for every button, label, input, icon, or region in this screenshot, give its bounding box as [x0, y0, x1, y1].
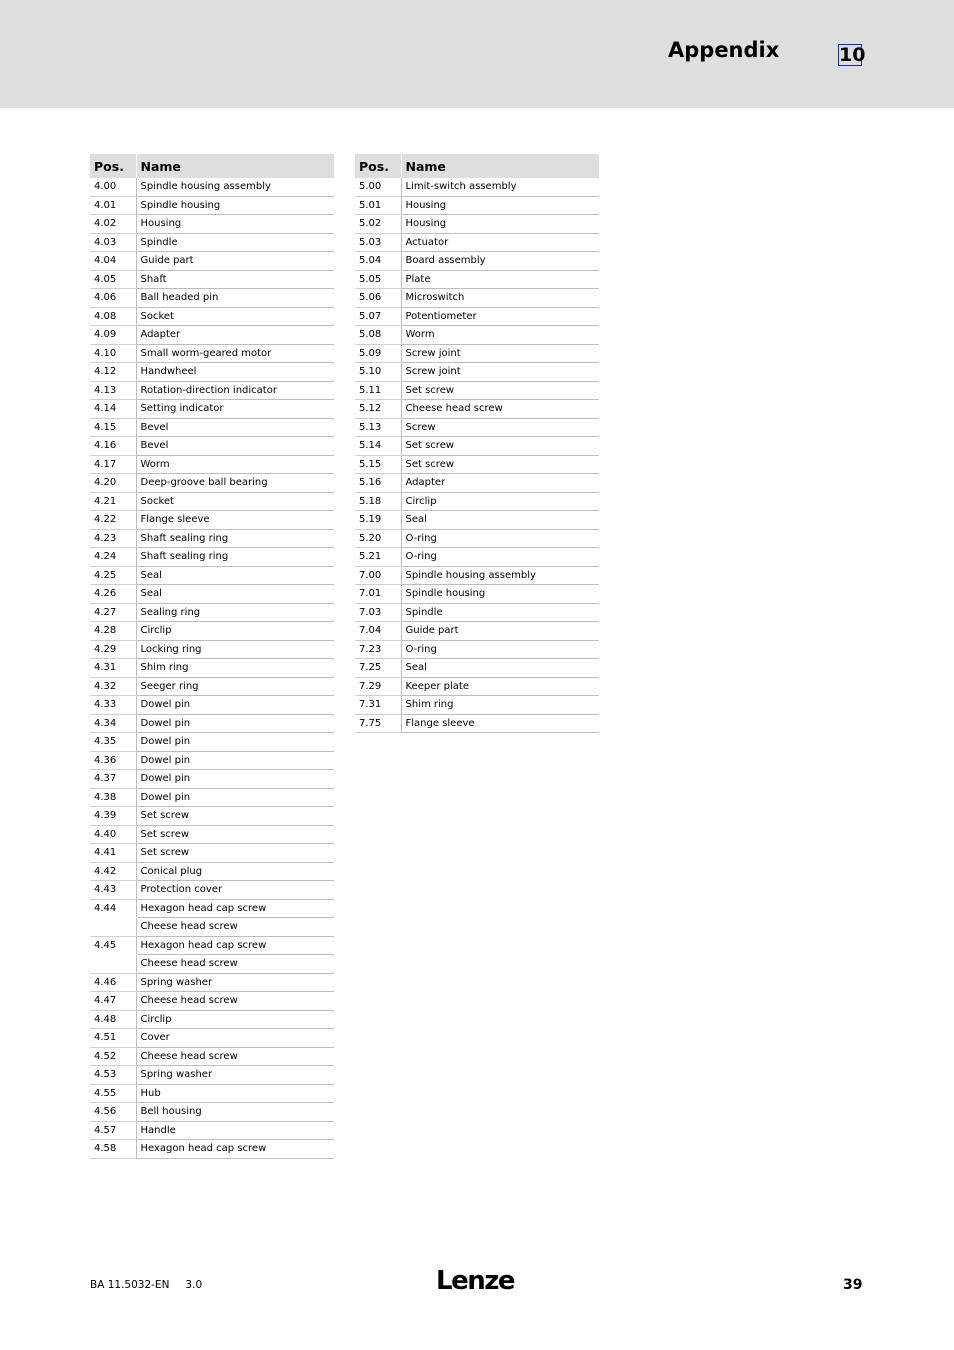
- table-row: [355, 400, 599, 419]
- part-name: Actuator: [401, 233, 599, 252]
- part-position: 5.13: [355, 418, 401, 437]
- part-name: Cheese head screw: [136, 918, 334, 937]
- table-row: [355, 474, 599, 493]
- page-number: 39: [843, 1277, 863, 1293]
- table-row: [355, 566, 599, 585]
- part-position: 5.21: [355, 548, 401, 567]
- part-position: 4.41: [90, 844, 136, 863]
- part-name: Set screw: [136, 807, 334, 826]
- column-header-pos: Pos.: [355, 154, 401, 178]
- section-title: Appendix: [668, 38, 780, 62]
- table-row: [355, 548, 599, 567]
- part-name: Socket: [136, 492, 334, 511]
- table-row: [355, 696, 599, 715]
- part-position: 4.33: [90, 696, 136, 715]
- part-position: 4.15: [90, 418, 136, 437]
- table-row: [90, 381, 334, 400]
- part-position: 4.23: [90, 529, 136, 548]
- part-name: Housing: [136, 215, 334, 234]
- table-row: [90, 326, 334, 345]
- part-position: 4.45: [90, 936, 136, 955]
- table-row: [90, 437, 334, 456]
- part-name: Socket: [136, 307, 334, 326]
- column-header-name: Name: [401, 154, 599, 178]
- part-name: Guide part: [401, 622, 599, 641]
- part-position: 4.06: [90, 289, 136, 308]
- part-name: Flange sleeve: [401, 714, 599, 733]
- part-position: 7.75: [355, 714, 401, 733]
- part-name: Spindle: [401, 603, 599, 622]
- part-position: 4.38: [90, 788, 136, 807]
- part-position: 5.18: [355, 492, 401, 511]
- part-name: Spindle housing assembly: [401, 566, 599, 585]
- table-row: [355, 381, 599, 400]
- table-row: [90, 511, 334, 530]
- part-position: 4.47: [90, 992, 136, 1011]
- table-row: [355, 455, 599, 474]
- part-position: 4.14: [90, 400, 136, 419]
- part-position: 5.09: [355, 344, 401, 363]
- part-position: [90, 918, 136, 937]
- part-position: 4.27: [90, 603, 136, 622]
- table-row: [355, 492, 599, 511]
- part-name: Spindle housing assembly: [136, 178, 334, 196]
- chapter-number-link[interactable]: 10: [839, 44, 866, 66]
- table-row: [90, 196, 334, 215]
- part-name: Circlip: [136, 622, 334, 641]
- table-row: [90, 363, 334, 382]
- part-name: Cheese head screw: [401, 400, 599, 419]
- column-header-pos: Pos.: [90, 154, 136, 178]
- part-name: Screw joint: [401, 363, 599, 382]
- part-position: 5.12: [355, 400, 401, 419]
- part-name: Seal: [136, 566, 334, 585]
- part-position: 5.02: [355, 215, 401, 234]
- part-name: Board assembly: [401, 252, 599, 271]
- table-row: [355, 603, 599, 622]
- table-row: [90, 788, 334, 807]
- part-position: 4.46: [90, 973, 136, 992]
- table-row: [90, 1010, 334, 1029]
- lenze-logo-text: Lenze: [436, 1266, 514, 1296]
- table-row: [90, 881, 334, 900]
- part-position: 4.57: [90, 1121, 136, 1140]
- table-row: [355, 233, 599, 252]
- part-position: 4.09: [90, 326, 136, 345]
- part-name: Hexagon head cap screw: [136, 936, 334, 955]
- part-name: Housing: [401, 215, 599, 234]
- table-row: [355, 178, 599, 196]
- part-name: Bevel: [136, 418, 334, 437]
- table-row: [90, 936, 334, 955]
- table-row: [355, 252, 599, 271]
- table-row: [355, 196, 599, 215]
- part-position: 4.53: [90, 1066, 136, 1085]
- part-position: [90, 955, 136, 974]
- table-row: [90, 585, 334, 604]
- part-position: 4.37: [90, 770, 136, 789]
- table-row: [355, 585, 599, 604]
- part-position: 4.40: [90, 825, 136, 844]
- parts-table-right-body: [355, 178, 599, 733]
- part-name: Rotation-direction indicator: [136, 381, 334, 400]
- table-row: [90, 1140, 334, 1159]
- part-position: 4.48: [90, 1010, 136, 1029]
- part-position: 5.08: [355, 326, 401, 345]
- table-row: [90, 622, 334, 641]
- lenze-logo: [432, 1262, 518, 1296]
- table-row: [90, 418, 334, 437]
- table-row: [90, 1103, 334, 1122]
- part-name: Spring washer: [136, 1066, 334, 1085]
- table-row: [90, 400, 334, 419]
- part-name: Cover: [136, 1029, 334, 1048]
- part-position: 4.34: [90, 714, 136, 733]
- part-name: Cheese head screw: [136, 955, 334, 974]
- table-row: [90, 1029, 334, 1048]
- part-position: 4.01: [90, 196, 136, 215]
- part-position: 4.31: [90, 659, 136, 678]
- part-position: 7.31: [355, 696, 401, 715]
- table-row: [90, 955, 334, 974]
- part-name: Seal: [136, 585, 334, 604]
- part-name: O-ring: [401, 548, 599, 567]
- part-position: 4.00: [90, 178, 136, 196]
- part-position: 4.35: [90, 733, 136, 752]
- page-header: [0, 0, 954, 108]
- part-name: Conical plug: [136, 862, 334, 881]
- table-row: [355, 344, 599, 363]
- part-position: 4.51: [90, 1029, 136, 1048]
- table-row: [90, 1084, 334, 1103]
- part-name: Handle: [136, 1121, 334, 1140]
- part-name: Screw joint: [401, 344, 599, 363]
- table-row: [90, 862, 334, 881]
- part-position: 4.10: [90, 344, 136, 363]
- table-header-row: [90, 154, 334, 178]
- parts-table-right: [355, 154, 599, 733]
- part-position: 4.12: [90, 363, 136, 382]
- table-row: [90, 455, 334, 474]
- footer-document-reference: [90, 1279, 202, 1291]
- part-name: Worm: [401, 326, 599, 345]
- part-position: 5.16: [355, 474, 401, 493]
- part-name: Limit-switch assembly: [401, 178, 599, 196]
- part-position: 4.04: [90, 252, 136, 271]
- part-position: 4.42: [90, 862, 136, 881]
- part-position: 5.00: [355, 178, 401, 196]
- part-name: Deep-groove ball bearing: [136, 474, 334, 493]
- part-name: Dowel pin: [136, 751, 334, 770]
- part-position: 4.08: [90, 307, 136, 326]
- part-position: 5.03: [355, 233, 401, 252]
- part-name: Handwheel: [136, 363, 334, 382]
- part-position: 4.05: [90, 270, 136, 289]
- parts-table-left: [90, 154, 334, 1159]
- part-name: O-ring: [401, 640, 599, 659]
- part-name: Bell housing: [136, 1103, 334, 1122]
- part-position: 5.14: [355, 437, 401, 456]
- part-position: 5.05: [355, 270, 401, 289]
- part-name: Dowel pin: [136, 788, 334, 807]
- part-position: 4.36: [90, 751, 136, 770]
- part-position: 5.10: [355, 363, 401, 382]
- part-name: Keeper plate: [401, 677, 599, 696]
- part-position: 7.04: [355, 622, 401, 641]
- table-row: [90, 807, 334, 826]
- part-name: Microswitch: [401, 289, 599, 308]
- part-name: Shaft sealing ring: [136, 548, 334, 567]
- part-position: 5.06: [355, 289, 401, 308]
- table-row: [90, 566, 334, 585]
- part-position: 4.43: [90, 881, 136, 900]
- part-position: 4.24: [90, 548, 136, 567]
- part-position: 4.32: [90, 677, 136, 696]
- part-name: Adapter: [401, 474, 599, 493]
- part-name: Guide part: [136, 252, 334, 271]
- table-row: [90, 659, 334, 678]
- document-code: BA 11.5032-EN: [90, 1279, 170, 1291]
- table-row: [90, 1047, 334, 1066]
- part-name: Set screw: [401, 381, 599, 400]
- part-name: Spindle housing: [401, 585, 599, 604]
- part-name: Plate: [401, 270, 599, 289]
- part-position: 7.29: [355, 677, 401, 696]
- table-row: [90, 751, 334, 770]
- part-position: 4.21: [90, 492, 136, 511]
- table-row: [90, 918, 334, 937]
- part-position: 4.55: [90, 1084, 136, 1103]
- part-position: 4.02: [90, 215, 136, 234]
- part-position: 5.15: [355, 455, 401, 474]
- part-name: Locking ring: [136, 640, 334, 659]
- table-row: [90, 215, 334, 234]
- table-row: [355, 622, 599, 641]
- table-row: [355, 529, 599, 548]
- table-row: [90, 252, 334, 271]
- part-name: Setting indicator: [136, 400, 334, 419]
- table-row: [90, 714, 334, 733]
- table-row: [355, 640, 599, 659]
- part-position: 7.00: [355, 566, 401, 585]
- table-row: [90, 733, 334, 752]
- part-name: Cheese head screw: [136, 992, 334, 1011]
- part-position: 4.44: [90, 899, 136, 918]
- part-name: Dowel pin: [136, 696, 334, 715]
- table-row: [90, 344, 334, 363]
- part-position: 4.56: [90, 1103, 136, 1122]
- table-row: [355, 437, 599, 456]
- part-name: Hexagon head cap screw: [136, 1140, 334, 1159]
- part-name: Cheese head screw: [136, 1047, 334, 1066]
- table-row: [90, 178, 334, 196]
- part-name: O-ring: [401, 529, 599, 548]
- part-name: Circlip: [401, 492, 599, 511]
- part-position: 7.25: [355, 659, 401, 678]
- part-name: Housing: [401, 196, 599, 215]
- table-row: [355, 714, 599, 733]
- table-row: [90, 474, 334, 493]
- table-row: [90, 289, 334, 308]
- table-row: [90, 270, 334, 289]
- table-row: [90, 492, 334, 511]
- part-position: 4.26: [90, 585, 136, 604]
- part-name: Ball headed pin: [136, 289, 334, 308]
- part-position: 7.03: [355, 603, 401, 622]
- part-name: Spindle: [136, 233, 334, 252]
- part-name: Bevel: [136, 437, 334, 456]
- table-row: [355, 677, 599, 696]
- table-row: [355, 307, 599, 326]
- part-position: 4.28: [90, 622, 136, 641]
- part-position: 5.07: [355, 307, 401, 326]
- part-position: 4.17: [90, 455, 136, 474]
- table-row: [355, 270, 599, 289]
- part-name: Shim ring: [401, 696, 599, 715]
- part-position: 5.19: [355, 511, 401, 530]
- table-row: [355, 215, 599, 234]
- part-name: Shaft: [136, 270, 334, 289]
- part-name: Set screw: [136, 844, 334, 863]
- part-name: Sealing ring: [136, 603, 334, 622]
- table-row: [355, 511, 599, 530]
- table-row: [90, 677, 334, 696]
- table-row: [90, 1121, 334, 1140]
- parts-table-left-body: [90, 178, 334, 1158]
- part-position: 5.04: [355, 252, 401, 271]
- part-position: 5.01: [355, 196, 401, 215]
- part-position: 4.25: [90, 566, 136, 585]
- part-name: Seal: [401, 659, 599, 678]
- part-name: Dowel pin: [136, 714, 334, 733]
- part-name: Adapter: [136, 326, 334, 345]
- part-name: Circlip: [136, 1010, 334, 1029]
- table-row: [355, 363, 599, 382]
- document-version: 3.0: [185, 1279, 203, 1291]
- part-position: 4.22: [90, 511, 136, 530]
- part-name: Set screw: [401, 455, 599, 474]
- table-row: [90, 1066, 334, 1085]
- part-name: Set screw: [136, 825, 334, 844]
- table-row: [90, 640, 334, 659]
- table-row: [90, 603, 334, 622]
- table-row: [90, 529, 334, 548]
- table-row: [90, 844, 334, 863]
- part-name: Small worm-geared motor: [136, 344, 334, 363]
- part-position: 4.20: [90, 474, 136, 493]
- part-position: 5.20: [355, 529, 401, 548]
- table-row: [90, 307, 334, 326]
- table-row: [90, 992, 334, 1011]
- table-row: [355, 418, 599, 437]
- part-position: 7.23: [355, 640, 401, 659]
- part-position: 4.52: [90, 1047, 136, 1066]
- part-position: 4.58: [90, 1140, 136, 1159]
- part-name: Dowel pin: [136, 770, 334, 789]
- part-position: 4.16: [90, 437, 136, 456]
- part-position: 4.29: [90, 640, 136, 659]
- part-name: Dowel pin: [136, 733, 334, 752]
- part-name: Worm: [136, 455, 334, 474]
- table-row: [90, 770, 334, 789]
- part-name: Seal: [401, 511, 599, 530]
- part-name: Protection cover: [136, 881, 334, 900]
- part-name: Flange sleeve: [136, 511, 334, 530]
- part-name: Shaft sealing ring: [136, 529, 334, 548]
- table-row: [90, 548, 334, 567]
- part-name: Spring washer: [136, 973, 334, 992]
- part-position: 4.13: [90, 381, 136, 400]
- part-position: 5.11: [355, 381, 401, 400]
- column-header-name: Name: [136, 154, 334, 178]
- table-header-row: [355, 154, 599, 178]
- part-name: Screw: [401, 418, 599, 437]
- table-row: [90, 825, 334, 844]
- table-row: [90, 696, 334, 715]
- part-position: 7.01: [355, 585, 401, 604]
- table-row: [355, 659, 599, 678]
- part-name: Seeger ring: [136, 677, 334, 696]
- part-name: Shim ring: [136, 659, 334, 678]
- part-name: Set screw: [401, 437, 599, 456]
- part-name: Hub: [136, 1084, 334, 1103]
- table-row: [90, 973, 334, 992]
- table-row: [355, 326, 599, 345]
- table-row: [355, 289, 599, 308]
- part-position: 4.39: [90, 807, 136, 826]
- table-row: [90, 899, 334, 918]
- part-position: 4.03: [90, 233, 136, 252]
- part-name: Spindle housing: [136, 196, 334, 215]
- table-row: [90, 233, 334, 252]
- part-name: Potentiometer: [401, 307, 599, 326]
- part-name: Hexagon head cap screw: [136, 899, 334, 918]
